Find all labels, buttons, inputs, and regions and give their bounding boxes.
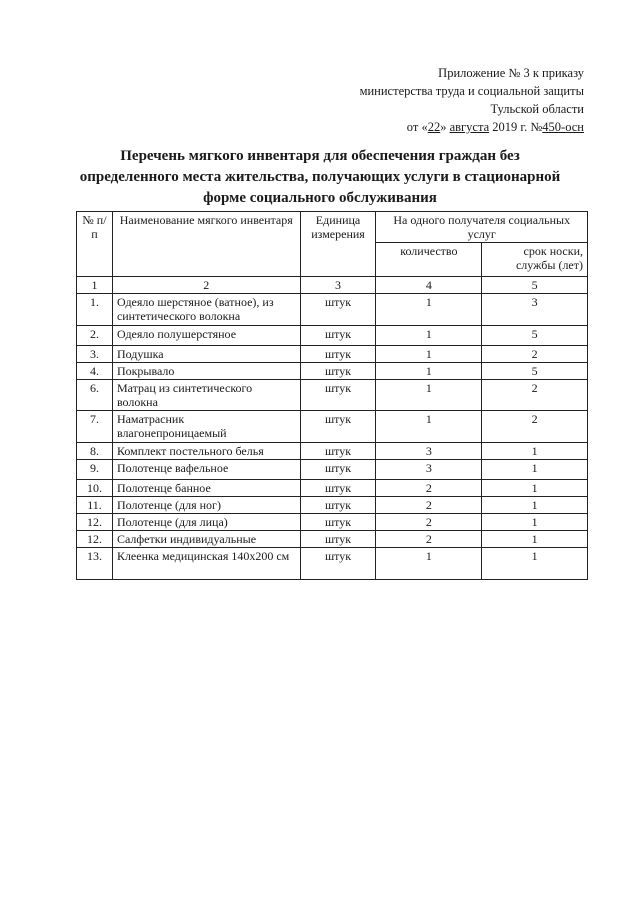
row-qty: 3 xyxy=(376,443,482,460)
row-unit: штук xyxy=(300,363,376,380)
row-term: 2 xyxy=(482,380,588,411)
row-term: 5 xyxy=(482,363,588,380)
row-num: 2. xyxy=(77,326,113,346)
row-unit: штук xyxy=(300,411,376,443)
table-row xyxy=(77,548,588,580)
document-title: Перечень мягкого инвентаря для обеспечения граждан без определенного места жительства, получающих услуги в стационарной форме социального обслуживания xyxy=(79,148,561,206)
header-unit: Единица измерения xyxy=(300,212,376,277)
table-row xyxy=(77,363,588,380)
row-qty: 3 xyxy=(376,460,482,480)
table-row xyxy=(77,346,588,363)
row-qty: 2 xyxy=(376,514,482,531)
row-qty: 2 xyxy=(376,480,482,497)
row-num: 4. xyxy=(77,363,113,380)
date-prefix: от « xyxy=(406,120,428,134)
row-name: Подушка xyxy=(112,346,300,363)
row-qty: 2 xyxy=(376,531,482,548)
row-unit: штук xyxy=(300,443,376,460)
row-qty: 1 xyxy=(376,346,482,363)
row-qty: 1 xyxy=(376,548,482,580)
row-term: 1 xyxy=(482,514,588,531)
row-qty: 1 xyxy=(376,294,482,326)
row-name: Полотенце (для ног) xyxy=(112,497,300,514)
row-qty: 1 xyxy=(376,411,482,443)
row-term: 1 xyxy=(482,443,588,460)
row-name: Комплект постельного белья xyxy=(112,443,300,460)
row-num: 12. xyxy=(77,514,113,531)
date-mid-1: » xyxy=(440,120,450,134)
row-name: Полотенце (для лица) xyxy=(112,514,300,531)
row-term: 1 xyxy=(482,497,588,514)
row-term: 1 xyxy=(482,460,588,480)
table-row xyxy=(77,497,588,514)
row-unit: штук xyxy=(300,531,376,548)
row-unit: штук xyxy=(300,497,376,514)
header-per-recipient: На одного получателя социальных услуг xyxy=(376,212,588,243)
row-num: 6. xyxy=(77,380,113,411)
row-num: 9. xyxy=(77,460,113,480)
row-term: 5 xyxy=(482,326,588,346)
row-qty: 2 xyxy=(376,497,482,514)
row-unit: штук xyxy=(300,380,376,411)
date-mid-2: 2019 г. № xyxy=(489,120,543,134)
row-unit: штук xyxy=(300,326,376,346)
annex-line-1: Приложение № 3 к приказу xyxy=(438,66,584,80)
table-row xyxy=(77,443,588,460)
inventory-table xyxy=(76,211,588,580)
row-name: Покрывало xyxy=(112,363,300,380)
row-num: 11. xyxy=(77,497,113,514)
row-num: 8. xyxy=(77,443,113,460)
annex-header xyxy=(360,64,584,136)
row-num: 10. xyxy=(77,480,113,497)
row-unit: штук xyxy=(300,460,376,480)
row-term: 1 xyxy=(482,531,588,548)
row-qty: 1 xyxy=(376,380,482,411)
annex-line-3: Тульской области xyxy=(490,102,584,116)
table-row xyxy=(77,411,588,443)
date-month: августа xyxy=(449,120,490,134)
table-row xyxy=(77,460,588,480)
column-index: 3 xyxy=(300,277,376,294)
row-term: 2 xyxy=(482,411,588,443)
order-number: 450-осн xyxy=(542,120,584,134)
row-term: 2 xyxy=(482,346,588,363)
header-num: № п/п xyxy=(77,212,113,277)
row-term: 3 xyxy=(482,294,588,326)
row-name: Полотенце вафельное xyxy=(112,460,300,480)
column-index: 1 xyxy=(77,277,113,294)
column-index-row xyxy=(77,277,588,294)
header-name: Наименование мягкого инвентаря xyxy=(112,212,300,277)
row-qty: 1 xyxy=(376,326,482,346)
row-unit: штук xyxy=(300,480,376,497)
header-term: срок носки, службы (лет) xyxy=(482,243,588,277)
row-term: 1 xyxy=(482,548,588,580)
row-unit: штук xyxy=(300,548,376,580)
row-unit: штук xyxy=(300,294,376,326)
table-row xyxy=(77,531,588,548)
row-num: 7. xyxy=(77,411,113,443)
table-row xyxy=(77,514,588,531)
row-unit: штук xyxy=(300,514,376,531)
row-name: Матрац из синтетического волокна xyxy=(112,380,300,411)
row-name: Салфетки индивидуальные xyxy=(112,531,300,548)
row-name: Одеяло полушерстяное xyxy=(112,326,300,346)
row-num: 3. xyxy=(77,346,113,363)
row-num: 1. xyxy=(77,294,113,326)
column-index: 2 xyxy=(112,277,300,294)
table-row xyxy=(77,294,588,326)
annex-date-line xyxy=(360,118,584,136)
row-qty: 1 xyxy=(376,363,482,380)
header-qty: количество xyxy=(376,243,482,277)
date-day: 22 xyxy=(427,120,441,134)
column-index: 4 xyxy=(376,277,482,294)
row-name: Одеяло шерстяное (ватное), из синтетического волокна xyxy=(112,294,300,326)
row-name: Полотенце банное xyxy=(112,480,300,497)
table-row xyxy=(77,480,588,497)
row-num: 12. xyxy=(77,531,113,548)
column-index: 5 xyxy=(482,277,588,294)
table-row xyxy=(77,380,588,411)
row-num: 13. xyxy=(77,548,113,580)
row-term: 1 xyxy=(482,480,588,497)
table-row xyxy=(77,326,588,346)
annex-line-2: министерства труда и социальной защиты xyxy=(359,84,584,98)
row-unit: штук xyxy=(300,346,376,363)
row-name: Наматрасник влагонепроницаемый xyxy=(112,411,300,443)
row-name: Клеенка медицинская 140х200 см xyxy=(112,548,300,580)
